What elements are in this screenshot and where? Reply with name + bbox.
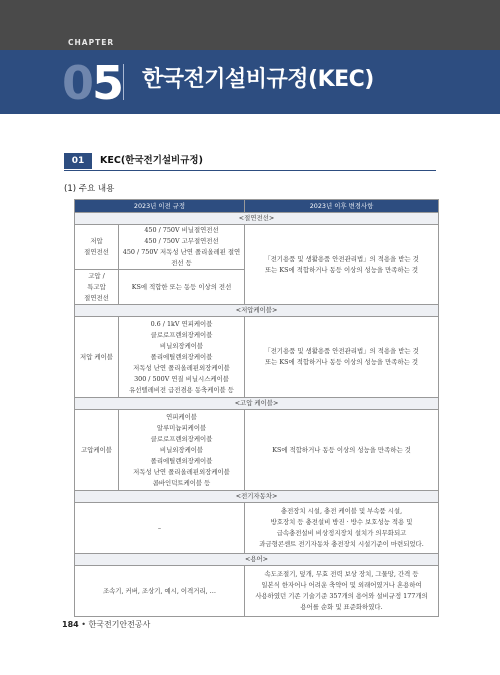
page-number: 184 bbox=[62, 620, 79, 629]
row-label-high-voltage-wire: 고압 / 특고압 절연전선 bbox=[75, 270, 119, 305]
before-high-cable: 연피케이블 알루미늄피케이블 클로로프렌외장케이블 비닐외장케이블 폴리에틸렌외장케이블 저독성 난연 폴리올레핀외장케이블 콤바인덕트케이블 등 bbox=[119, 410, 245, 491]
subheading: (1) 주요 내용 bbox=[64, 184, 115, 194]
table-row bbox=[75, 566, 439, 617]
before-terms: 조속기, 커버, 조상기, 예시, 이격거리, … bbox=[75, 566, 245, 617]
change-terms: 속도조절기, 덮개, 무효 전력 보상 장치, 그물망, 간격 등 일본식 한자어나 어려운 축약어 및 외래어였거나 혼용하여 사용하였던 기존 기술기준 357개의 용어와 설비규정 177개의 용어를 순화 및 표준화하였다. bbox=[245, 566, 439, 617]
section-title: KEC(한국전기설비규정) bbox=[100, 155, 203, 166]
page-footer bbox=[62, 619, 150, 630]
change-insulated: 「전기용품 및 생활용품 안전관리법」의 적용을 받는 것 또는 KS에 적합하거나 동등 이상의 성능을 만족하는 것 bbox=[245, 225, 439, 305]
change-low-cable: 「전기용품 및 생활용품 안전관리법」의 적용을 받는 것 또는 KS에 적합하거나 동등 이상의 성능을 만족하는 것 bbox=[245, 317, 439, 398]
before-high-voltage-wire: KS에 적합한 또는 동등 이상의 전선 bbox=[119, 270, 245, 305]
category-row-insulated: <절연전선> bbox=[75, 213, 439, 225]
table-row bbox=[75, 317, 439, 398]
before-ev: – bbox=[75, 503, 245, 554]
chapter-number bbox=[62, 58, 122, 108]
section-number: 01 bbox=[64, 153, 92, 169]
change-high-cable: KS에 적합하거나 동등 이상의 성능을 만족하는 것 bbox=[245, 410, 439, 491]
chapter-number-second-digit: 5 bbox=[92, 56, 123, 110]
comparison-table bbox=[74, 199, 439, 617]
category-row-ev: <전기자동차> bbox=[75, 491, 439, 503]
change-ev: 충전장치 시설, 충전 케이블 및 부속품 시설, 방호장치 등 충전설비 방진 · 방수 보호성능 적용 및 급속충전설비 비상정지장치 설치가 의무화되고 과금형콘센트 전기자동차 충전장치 시설기준이 마련되었다. bbox=[245, 503, 439, 554]
chapter-title: 한국전기설비규정(KEC) bbox=[142, 67, 374, 92]
section-heading bbox=[64, 153, 436, 169]
row-label-high-cable: 고압케이블 bbox=[75, 410, 119, 491]
before-low-cable: 0.6 / 1kV 연피케이블 클로로프렌외장케이블 비닐외장케이블 폴리에틸렌외장케이블 저독성 난연 폴리올레핀외장케이블 300 / 500V 연질 비닐시스케이블 유선텔레비전 급전겸용 동축케이블 등 bbox=[119, 317, 245, 398]
table-row bbox=[75, 410, 439, 491]
chapter-number-first-digit: 0 bbox=[62, 56, 93, 110]
footer-bullet: • bbox=[81, 620, 86, 629]
header-after: 2023년 이후 변경사항 bbox=[245, 200, 439, 213]
section-underline bbox=[64, 170, 436, 171]
footer-publication: 한국전기안전공사 bbox=[88, 620, 151, 629]
category-row-high-cable: <고압 케이블> bbox=[75, 398, 439, 410]
row-label-low-cable: 저압 케이블 bbox=[75, 317, 119, 398]
table-row bbox=[75, 503, 439, 554]
table-row bbox=[75, 225, 439, 270]
header-divider bbox=[123, 64, 124, 100]
table-header-row bbox=[75, 200, 439, 213]
category-row-low-cable: <저압케이블> bbox=[75, 305, 439, 317]
chapter-label: CHAPTER bbox=[68, 38, 115, 47]
category-row-terms: <용어> bbox=[75, 554, 439, 566]
before-low-voltage-wire: 450 / 750V 비닐절연전선 450 / 750V 고무절연전선 450 / 750V 저독성 난연 폴리올레핀 절연전선 등 bbox=[119, 225, 245, 270]
row-label-low-voltage-wire: 저압 절연전선 bbox=[75, 225, 119, 270]
header-before: 2023년 이전 규정 bbox=[75, 200, 245, 213]
